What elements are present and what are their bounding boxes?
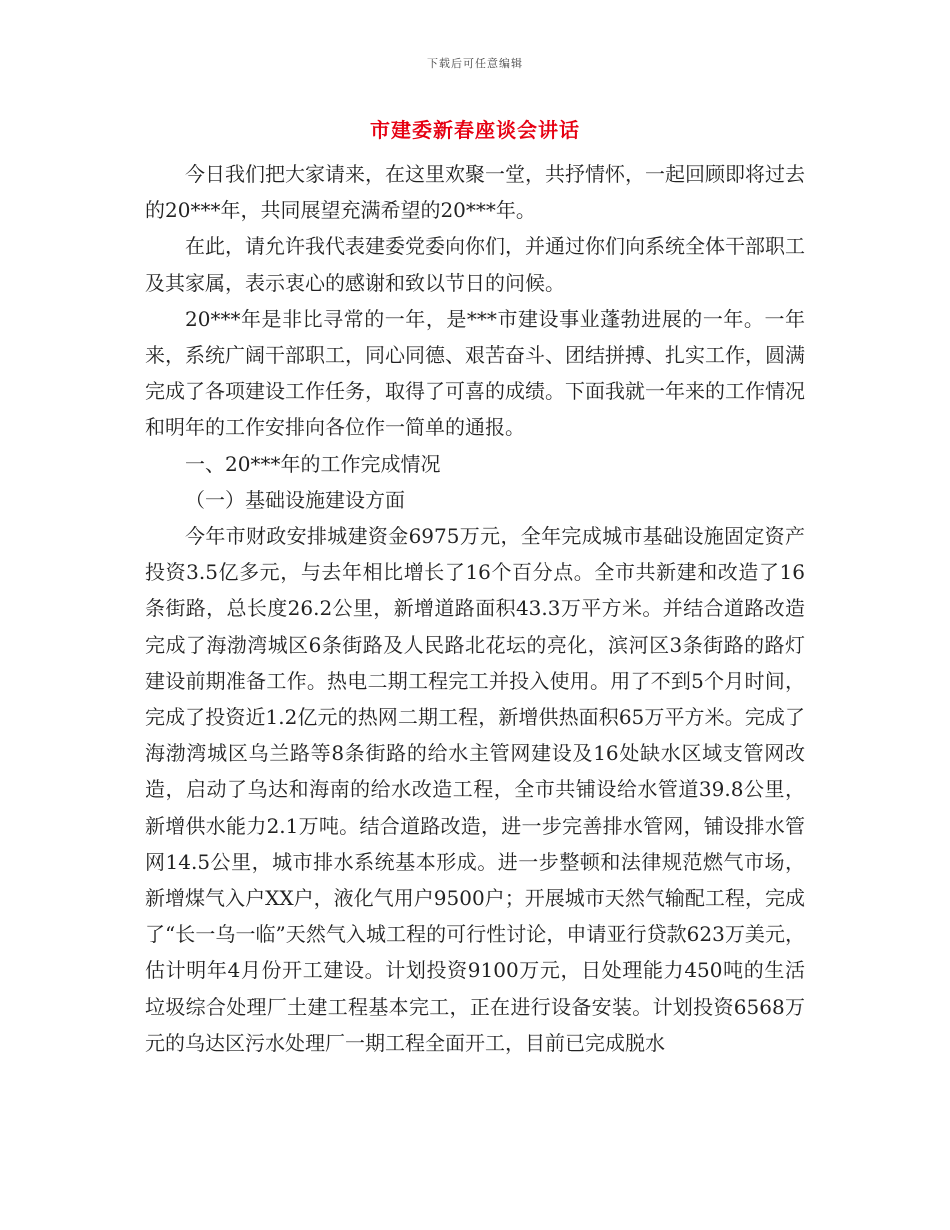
subsection-heading: （一）基础设施建设方面: [185, 487, 405, 512]
paragraph-4: 今年市财政安排城建资金6975万元，全年完成城市基础设施固定资产投资3.5亿多元，与去年相比增长了16个百分点。全市共新建和改造了16条街路，总长度26.2公里，新增道路面积43.3万平方米。并结合道路改造完成了海渤湾城区6条街路及人民路北花坛的亮化，滨河区3条街路的路灯建设前期准备工作。热电二期工程完工并投入使用。用了不到5个月时间，完成了投资近1.2亿元的热网二期工程，新增供热面积65万平方米。完成了海渤湾城区乌兰路等8条街路的给水主管网建设及16处缺水区域支管网改造，启动了乌达和海南的给水改造工程，全市共铺设给水管道39.8公里，新增供水能力2.1万吨。结合道路改造，进一步完善排水管网，铺设排水管网14.5公里，城市排水系统基本形成。进一步整顿和法律规范燃气市场，新增煤气入户XX户，液化气用户9500户；开展城市天然气输配工程，完成了“长一乌一临”天然气入城工程的可行性讨论，申请亚行贷款623万美元，估计明年4月份开工建设。计划投资9100万元，日处理能力450吨的生活垃圾综合处理厂土建工程基本完工，正在进行设备安装。计划投资6568万元的乌达区污水处理厂一期工程全面开工，目前已完成脱水: [145, 524, 805, 1055]
header-note: 下载后可任意编辑: [427, 57, 523, 70]
paragraph-1: 今日我们把大家请来，在这里欢聚一堂，共抒情怀，一起回顾即将过去的20***年，共同展望充满希望的20***年。: [145, 162, 805, 223]
document-body: [145, 156, 805, 1061]
section-heading: 一、20***年的工作完成情况: [185, 451, 441, 476]
paragraph-3: 20***年是非比寻常的一年，是***市建设事业蓬勃进展的一年。一年来，系统广阔干部职工，同心同德、艰苦奋斗、团结拼搏、扎实工作，圆满完成了各项建设工作任务，取得了可喜的成绩。下面我就一年来的工作情况和明年的工作安排向各位作一简单的通报。: [145, 306, 805, 440]
paragraph-2: 在此，请允许我代表建委党委向你们，并通过你们向系统全体干部职工及其家属，表示衷心的感谢和致以节日的问候。: [145, 234, 805, 295]
document-title: 市建委新春座谈会讲话: [370, 118, 580, 142]
